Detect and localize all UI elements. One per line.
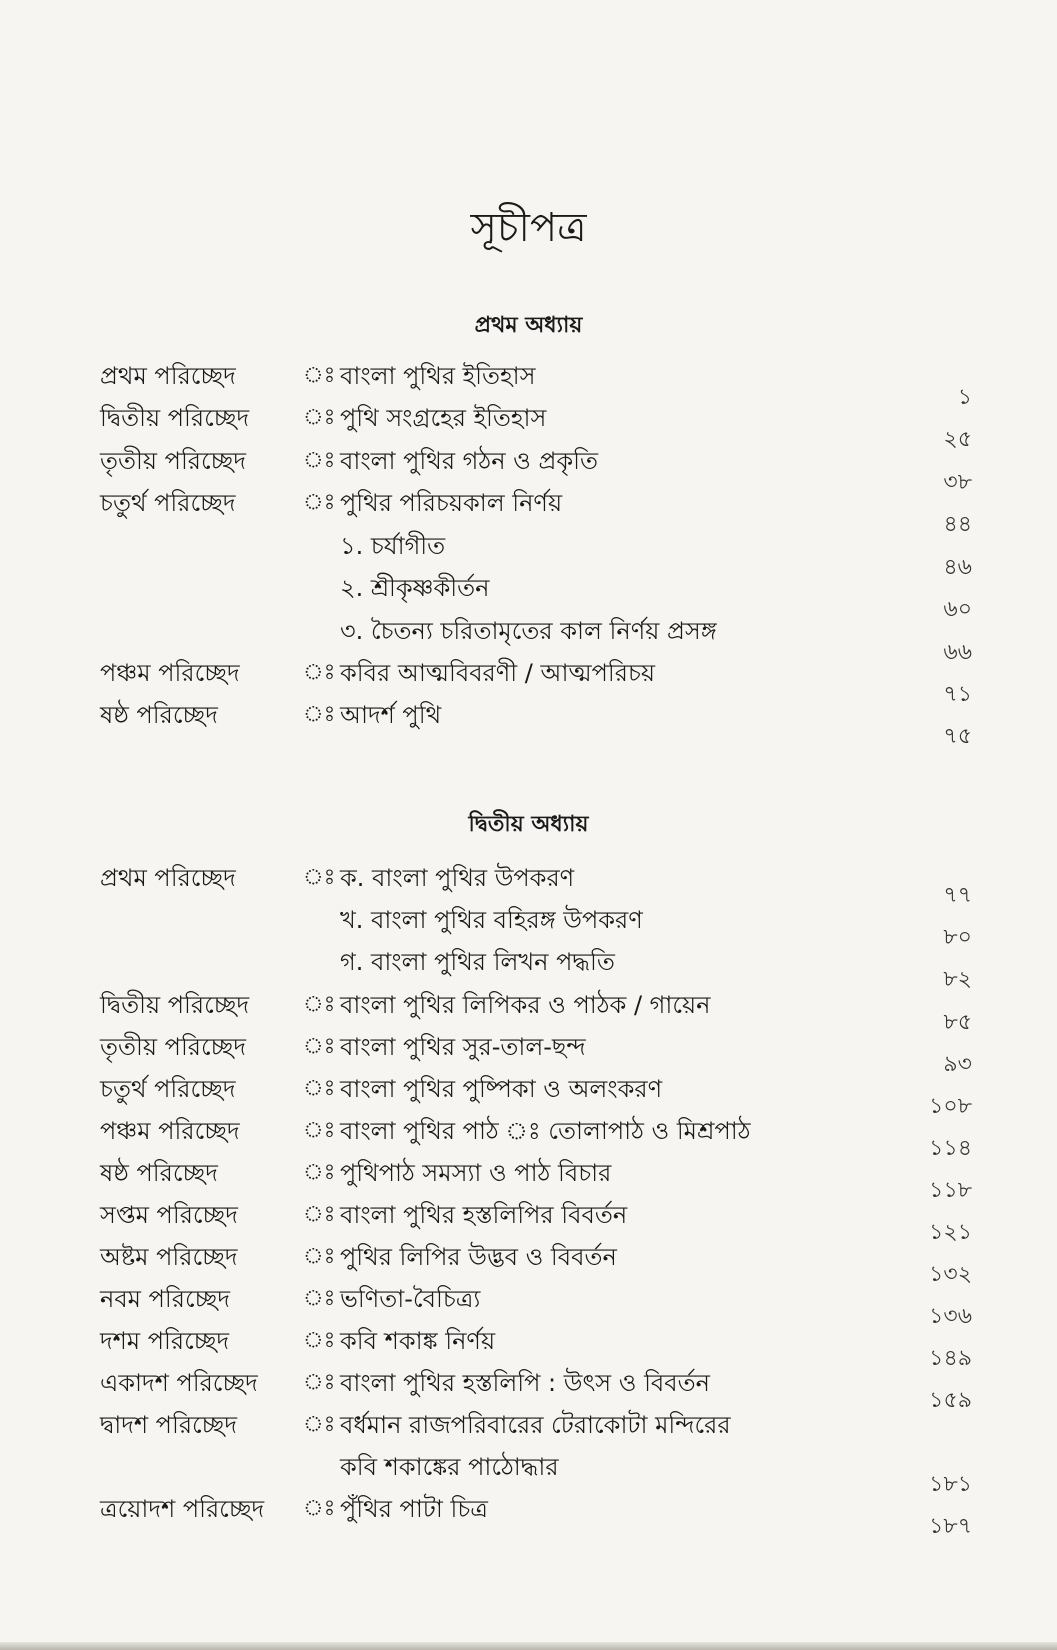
page-number: ১৮৭	[929, 1514, 972, 1539]
topic-title: বাংলা পুথির লিপিকর ও পাঠক / গায়েন	[340, 991, 711, 1019]
topic-title: ভণিতা-বৈচিত্র্য	[340, 1285, 481, 1313]
page-number: ১০৮	[929, 1094, 972, 1119]
topic-title: কবির আত্মবিবরণী / আত্মপরিচয়	[340, 659, 656, 687]
toc-row	[0, 1239, 1057, 1287]
toc-row	[0, 1491, 1057, 1539]
toc-row	[0, 902, 1057, 950]
separator: ঃ	[303, 1412, 336, 1437]
page-edge	[0, 1642, 1057, 1650]
toc-row	[0, 613, 1057, 665]
toc-row	[0, 1407, 1057, 1447]
topic-title: গ. বাংলা পুথির লিখন পদ্ধতি	[340, 948, 615, 976]
separator: ঃ	[303, 363, 336, 388]
page-number: ২৫	[943, 427, 972, 452]
page-number: ৭৫	[943, 724, 972, 749]
topic-title: কবি শকাঙ্ক নির্ণয়	[340, 1327, 496, 1355]
page-number: ৬৬	[943, 640, 972, 665]
topic-title: পুথির লিপির উদ্ভব ও বিবর্তন	[340, 1243, 617, 1271]
topic-title: বাংলা পুথির গঠন ও প্রকৃতি	[340, 447, 599, 475]
section-label: প্রথম পরিচ্ছেদ	[100, 362, 236, 390]
topic-title: ১. চর্যাগীত	[340, 532, 446, 560]
toc-row	[0, 358, 1057, 410]
section-label: দশম পরিচ্ছেদ	[100, 1327, 230, 1355]
section-label: নবম পরিচ্ছেদ	[100, 1285, 230, 1313]
topic-title: বাংলা পুথির পুষ্পিকা ও অলংকরণ	[340, 1075, 663, 1103]
section-label: চতুর্থ পরিচ্ছেদ	[100, 1075, 236, 1103]
toc-row	[0, 860, 1057, 908]
topic-title: ৩. চৈতন্য চরিতামৃতের কাল নির্ণয় প্রসঙ্গ	[340, 617, 717, 645]
separator: ঃ	[303, 660, 336, 685]
section-label: পঞ্চম পরিচ্ছেদ	[100, 1117, 240, 1145]
separator: ঃ	[303, 1328, 336, 1353]
toc-row	[0, 528, 1057, 580]
topic-title: বাংলা পুথির হস্তলিপির বিবর্তন	[340, 1201, 628, 1229]
toc-row	[0, 1155, 1057, 1203]
separator: ঃ	[303, 1496, 336, 1521]
toc-row	[0, 1323, 1057, 1371]
toc-row	[0, 1197, 1057, 1245]
toc-row	[0, 1071, 1057, 1119]
page-number: ৪৪	[943, 512, 972, 537]
topic-title: বাংলা পুথির পাঠ ঃ তোলাপাঠ ও মিশ্রপাঠ	[340, 1117, 751, 1145]
page-number: ৩৮	[943, 470, 972, 495]
page-number: ১১৮	[929, 1178, 972, 1203]
separator: ঃ	[303, 448, 336, 473]
page-number: ১৪৯	[929, 1346, 972, 1371]
section-label: প্রথম পরিচ্ছেদ	[100, 864, 236, 892]
topic-title: ২. শ্রীকৃষ্ণকীর্তন	[340, 574, 490, 602]
section-label: একাদশ পরিচ্ছেদ	[100, 1369, 258, 1397]
page-number: ৭১	[943, 682, 972, 707]
topic-title: পুঁথির পাটা চিত্র	[340, 1495, 488, 1523]
section-label: ষষ্ঠ পরিচ্ছেদ	[100, 701, 218, 729]
page-number: ৭৭	[943, 883, 972, 908]
section-label: ষষ্ঠ পরিচ্ছেদ	[100, 1159, 218, 1187]
toc-row	[0, 987, 1057, 1035]
separator: ঃ	[303, 1034, 336, 1059]
topic-title: আদর্শ পুথি	[340, 701, 442, 729]
page-number: ১৫৯	[929, 1388, 972, 1413]
topic-title: ক. বাংলা পুথির উপকরণ	[340, 864, 575, 892]
separator: ঃ	[303, 865, 336, 890]
toc-row	[0, 1029, 1057, 1077]
topic-title: পুথির পরিচয়কাল নির্ণয়	[340, 489, 563, 517]
page-number: ১২১	[929, 1220, 972, 1245]
toc-row	[0, 944, 1057, 992]
section-label: সপ্তম পরিচ্ছেদ	[100, 1201, 238, 1229]
page-number: ৬০	[943, 597, 972, 622]
separator: ঃ	[303, 490, 336, 515]
topic-title: পুথি সংগ্রহের ইতিহাস	[340, 404, 547, 432]
section-label: ত্রয়োদশ পরিচ্ছেদ	[100, 1495, 265, 1523]
section-label: তৃতীয় পরিচ্ছেদ	[100, 1033, 246, 1061]
separator: ঃ	[303, 1286, 336, 1311]
page-number: ৮২	[943, 967, 972, 992]
chapter-heading-1: প্রথম অধ্যায়	[474, 313, 583, 338]
page-number: ৪৬	[943, 555, 972, 580]
page-number: ১	[957, 385, 972, 410]
chapter-heading-2: দ্বিতীয় অধ্যায়	[468, 812, 589, 837]
toc-row	[0, 400, 1057, 452]
separator: ঃ	[303, 1118, 336, 1143]
section-label: অষ্টম পরিচ্ছেদ	[100, 1243, 238, 1271]
topic-title: কবি শকাঙ্কের পাঠোদ্ধার	[340, 1453, 559, 1481]
topic-title: বাংলা পুথির ইতিহাস	[340, 362, 536, 390]
separator: ঃ	[303, 702, 336, 727]
topic-title: খ. বাংলা পুথির বহিরঙ্গ উপকরণ	[340, 906, 643, 934]
toc-row	[0, 443, 1057, 495]
separator: ঃ	[303, 1076, 336, 1101]
separator: ঃ	[303, 1244, 336, 1269]
separator: ঃ	[303, 1370, 336, 1395]
page-number: ১১৪	[929, 1136, 972, 1161]
topic-title: বাংলা পুথির হস্তলিপি : উৎস ও বিবর্তন	[340, 1369, 710, 1397]
toc-row	[0, 1365, 1057, 1413]
toc-row	[0, 1113, 1057, 1161]
section-label: দ্বিতীয় পরিচ্ছেদ	[100, 404, 250, 432]
page-number: ১৩৬	[929, 1304, 972, 1329]
page-number: ৯৩	[943, 1052, 972, 1077]
topic-title: পুথিপাঠ সমস্যা ও পাঠ বিচার	[340, 1159, 612, 1187]
section-label: পঞ্চম পরিচ্ছেদ	[100, 659, 240, 687]
page-number: ৮০	[943, 925, 972, 950]
toc-row	[0, 570, 1057, 622]
toc-row	[0, 655, 1057, 707]
page-number: ১৩২	[929, 1262, 972, 1287]
page-number: ১৮১	[929, 1472, 972, 1497]
section-label: চতুর্থ পরিচ্ছেদ	[100, 489, 236, 517]
separator: ঃ	[303, 405, 336, 430]
toc-row	[0, 485, 1057, 537]
toc-row	[0, 1281, 1057, 1329]
topic-title: বর্ধমান রাজপরিবারের টেরাকোটা মন্দিরের	[340, 1411, 731, 1439]
section-label: তৃতীয় পরিচ্ছেদ	[100, 447, 246, 475]
toc-row	[0, 697, 1057, 749]
toc-row	[0, 1449, 1057, 1497]
separator: ঃ	[303, 992, 336, 1017]
section-label: দ্বিতীয় পরিচ্ছেদ	[100, 991, 250, 1019]
section-label: দ্বাদশ পরিচ্ছেদ	[100, 1411, 237, 1439]
topic-title: বাংলা পুথির সুর-তাল-ছন্দ	[340, 1033, 586, 1061]
separator: ঃ	[303, 1202, 336, 1227]
page-number: ৮৫	[943, 1010, 972, 1035]
page-title: সূচীপত্র	[470, 205, 587, 251]
separator: ঃ	[303, 1160, 336, 1185]
